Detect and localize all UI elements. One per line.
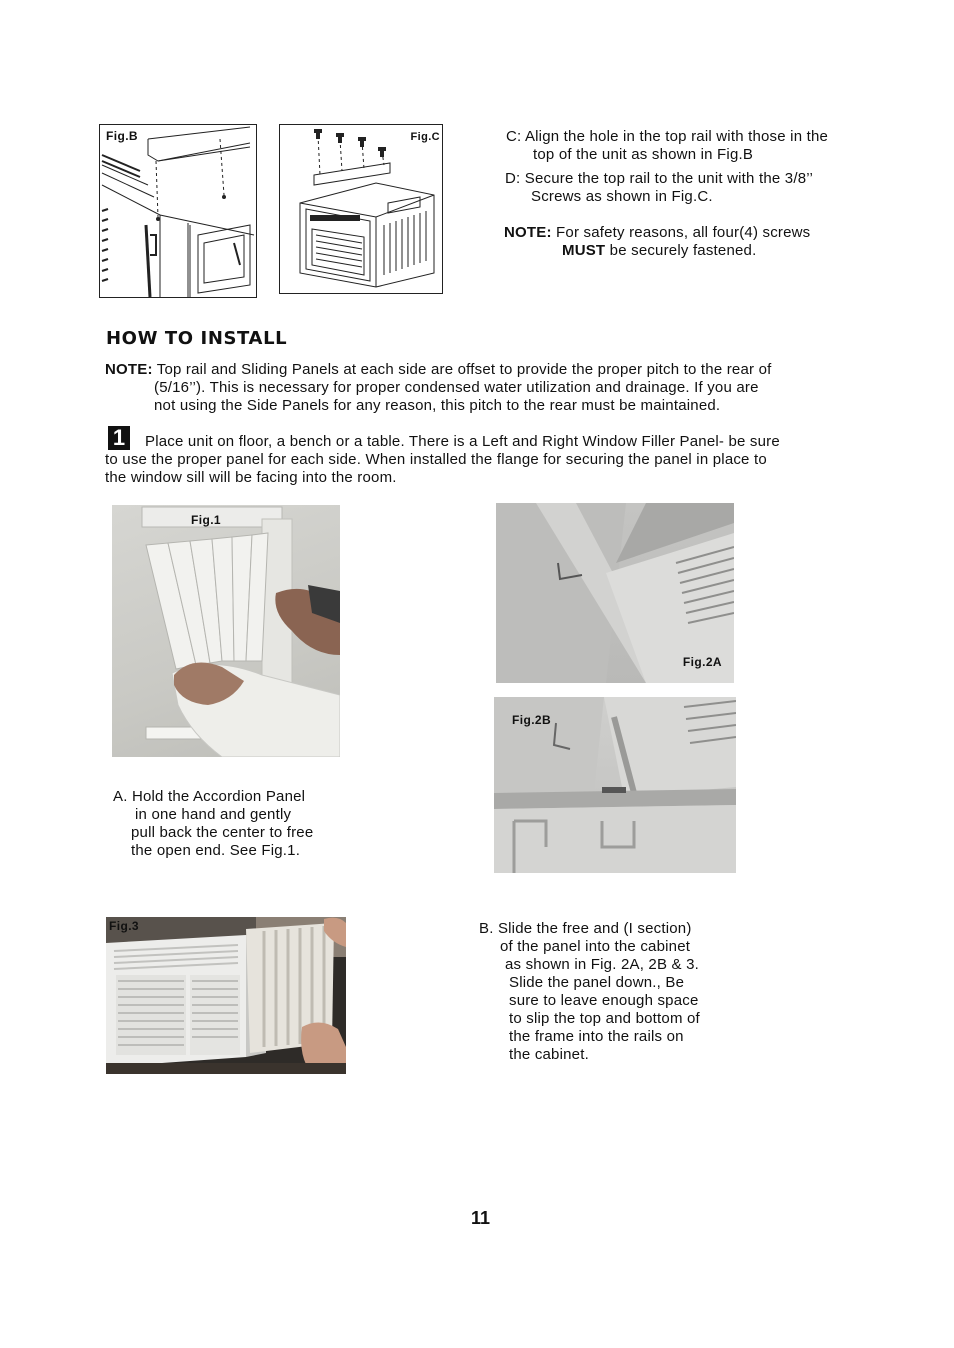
instruction-b-line4: Slide the panel down., Be [509,974,685,991]
step-d-line2: Screws as shown in Fig.C. [531,188,713,205]
safety-note-text: For safety reasons, all four(4) screws [551,224,811,241]
figure-1-label: Fig.1 [191,513,222,527]
instruction-a-line1: A. Hold the Accordion Panel [113,788,306,805]
figure-3-photo [106,917,346,1074]
safety-note-text-2: be securely fastened. [605,242,757,259]
safety-note-must: MUST [562,242,606,259]
instruction-a-line4: the open end. See Fig.1. [131,842,301,859]
figure-c-label: Fig.C [410,131,440,143]
section-heading: HOW TO INSTALL [106,328,288,349]
figure-b-label: Fig.B [106,129,138,143]
instruction-b-line6: to slip the top and bottom of [509,1010,700,1027]
instruction-b-line8: the cabinet. [509,1046,589,1063]
step1-line1: Place unit on floor, a bench or a table. There is a Left and Right Window Filler Panel- be sure [145,433,780,450]
step-c-line2: top of the unit as shown in Fig.B [533,146,754,163]
figure-1-drawing [112,505,340,757]
step-d-line1: D: Secure the top rail to the unit with the 3/8’’ [505,170,814,187]
instruction-b-line5: sure to leave enough space [509,992,699,1009]
figure-3-drawing [106,917,346,1074]
figure-2a-photo [496,503,734,683]
pitch-note-label: NOTE: [105,361,153,378]
step1-line3: the window sill will be facing into the room. [105,469,397,486]
figure-b-drawing [100,125,256,297]
figure-2b-label: Fig.2B [512,713,552,727]
instruction-b-line2: of the panel into the cabinet [500,938,691,955]
figure-c [279,124,443,294]
instruction-a-line2: in one hand and gently [135,806,292,823]
figure-1-photo [112,505,340,757]
step-c-line1: C: Align the hole in the top rail with those in the [506,128,829,145]
instruction-b-line1: B. Slide the free and (I section) [479,920,692,937]
instruction-b-line7: the frame into the rails on [509,1028,684,1045]
step-number-badge: 1 [108,426,130,450]
pitch-note-line2: (5/16’’). This is necessary for proper condensed water utilization and drainage. If you are [154,379,759,396]
figure-2b-photo [494,697,736,873]
step1-line2: to use the proper panel for each side. When installed the flange for securing the panel in place to [105,451,767,468]
safety-note-line1 [504,224,810,242]
pitch-note-text: Top rail and Sliding Panels at each side are offset to provide the proper pitch to the rear of [152,361,772,378]
figure-2a-label: Fig.2A [682,655,722,669]
instruction-a-line3: pull back the center to free [131,824,314,841]
figure-c-drawing [280,125,442,293]
safety-note-line2 [562,242,756,260]
safety-note-label: NOTE: [504,224,552,241]
figure-3-label: Fig.3 [109,919,140,933]
instruction-b-line3: as shown in Fig. 2A, 2B & 3. [505,956,700,973]
pitch-note-line3: not using the Side Panels for any reason, this pitch to the rear must be maintained. [154,397,721,414]
page-number: 11 [471,1208,491,1228]
figure-b [99,124,257,298]
pitch-note-line1 [105,361,772,379]
